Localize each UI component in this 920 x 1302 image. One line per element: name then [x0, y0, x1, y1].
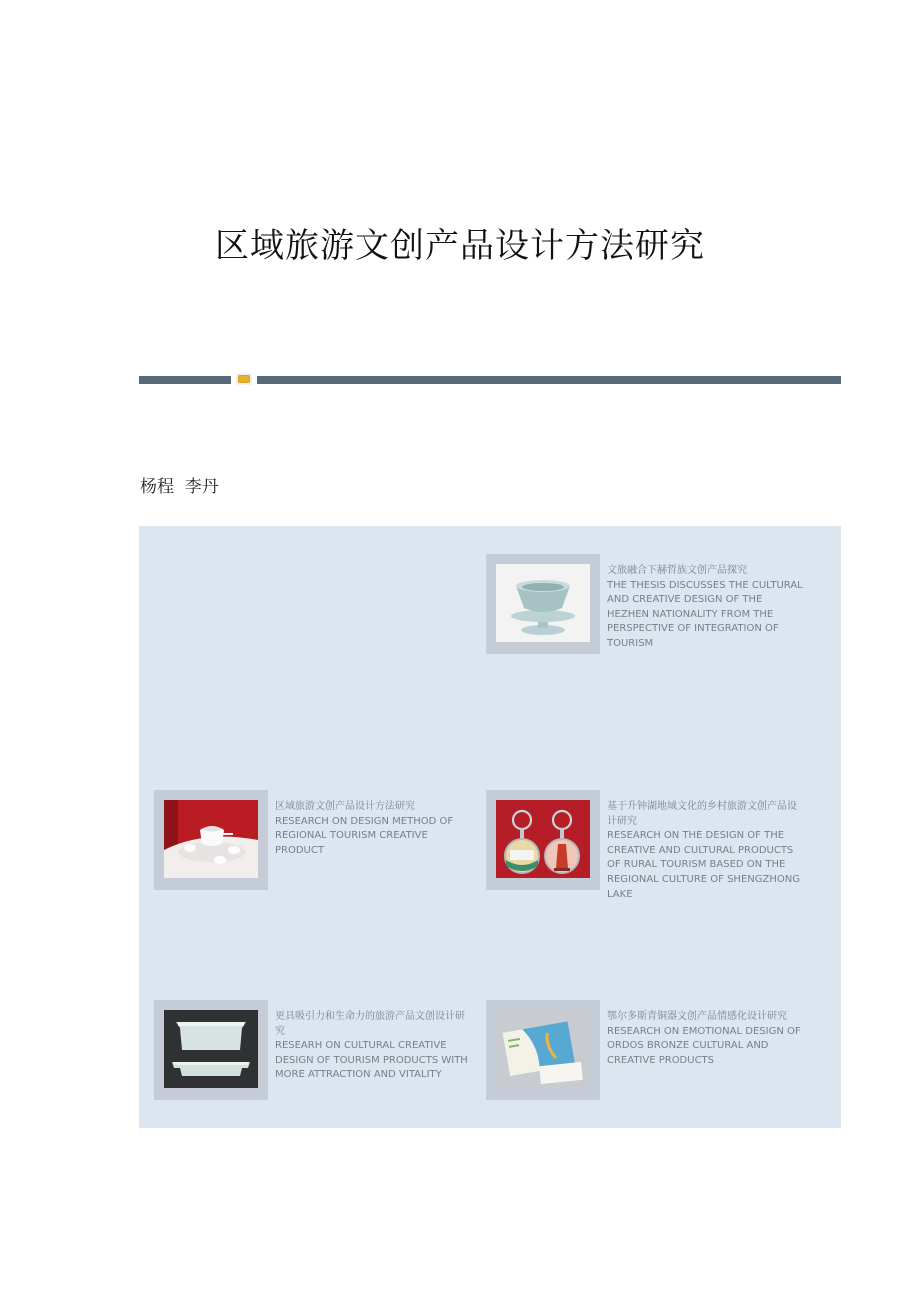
- article-thumbnail: [154, 790, 268, 890]
- related-articles-panel: [139, 526, 841, 1128]
- article-thumbnail: [486, 1000, 600, 1100]
- article-card[interactable]: [486, 790, 803, 902]
- article-title-cn: 文旅融合下赫哲族文创产品探究: [607, 565, 747, 576]
- article-thumbnail: [154, 1000, 268, 1100]
- divider-left: [139, 376, 231, 384]
- article-thumbnail: [486, 554, 600, 654]
- article-title-en: RESEARCH ON EMOTIONAL DESIGN OF ORDOS BRONZE CULTURAL AND CREATIVE PRODUCTS: [607, 1025, 801, 1066]
- article-title-en: RESEARCH ON DESIGN METHOD OF REGIONAL TOURISM CREATIVE PRODUCT: [275, 815, 454, 856]
- article-text: [275, 800, 471, 890]
- article-title-cn: 基于升钟湖地域文化的乡村旅游文创产品设计研究: [607, 801, 797, 827]
- article-title-en: RESEARCH ON THE DESIGN OF THE CREATIVE AND CULTURAL PRODUCTS OF RURAL TOURISM BASED ON THE REGIONAL CULTURE OF SHENGZHONG LAKE: [607, 830, 800, 900]
- article-text: [607, 800, 803, 902]
- article-title-en: THE THESIS DISCUSSES THE CULTURAL AND CREATIVE DESIGN OF THE HEZHEN NATIONALITY FROM THE PERSPECTIVE OF INTEGRATION OF TOURISM: [607, 579, 803, 649]
- divider-right: [257, 376, 841, 384]
- document-title: 区域旅游文创产品设计方法研究: [215, 226, 705, 266]
- divider-badge-icon: [236, 373, 252, 385]
- article-title-cn: 鄂尔多斯青铜器文创产品情感化设计研究: [607, 1011, 787, 1022]
- article-text: [607, 1010, 803, 1100]
- article-card[interactable]: [154, 790, 471, 890]
- article-title-cn: 更具吸引力和生命力的旅游产品文创设计研究: [275, 1011, 465, 1037]
- article-card[interactable]: [486, 554, 803, 654]
- article-title-cn: 区域旅游文创产品设计方法研究: [275, 801, 415, 812]
- article-card[interactable]: [486, 1000, 803, 1100]
- article-text: [607, 564, 803, 654]
- article-thumbnail: [486, 790, 600, 890]
- authors: 杨程 李丹: [140, 477, 219, 497]
- article-card[interactable]: [154, 1000, 471, 1100]
- article-text: [275, 1010, 471, 1100]
- article-title-en: RESEARH ON CULTURAL CREATIVE DESIGN OF TOURISM PRODUCTS WITH MORE ATTRACTION AND VITALITY: [275, 1040, 468, 1081]
